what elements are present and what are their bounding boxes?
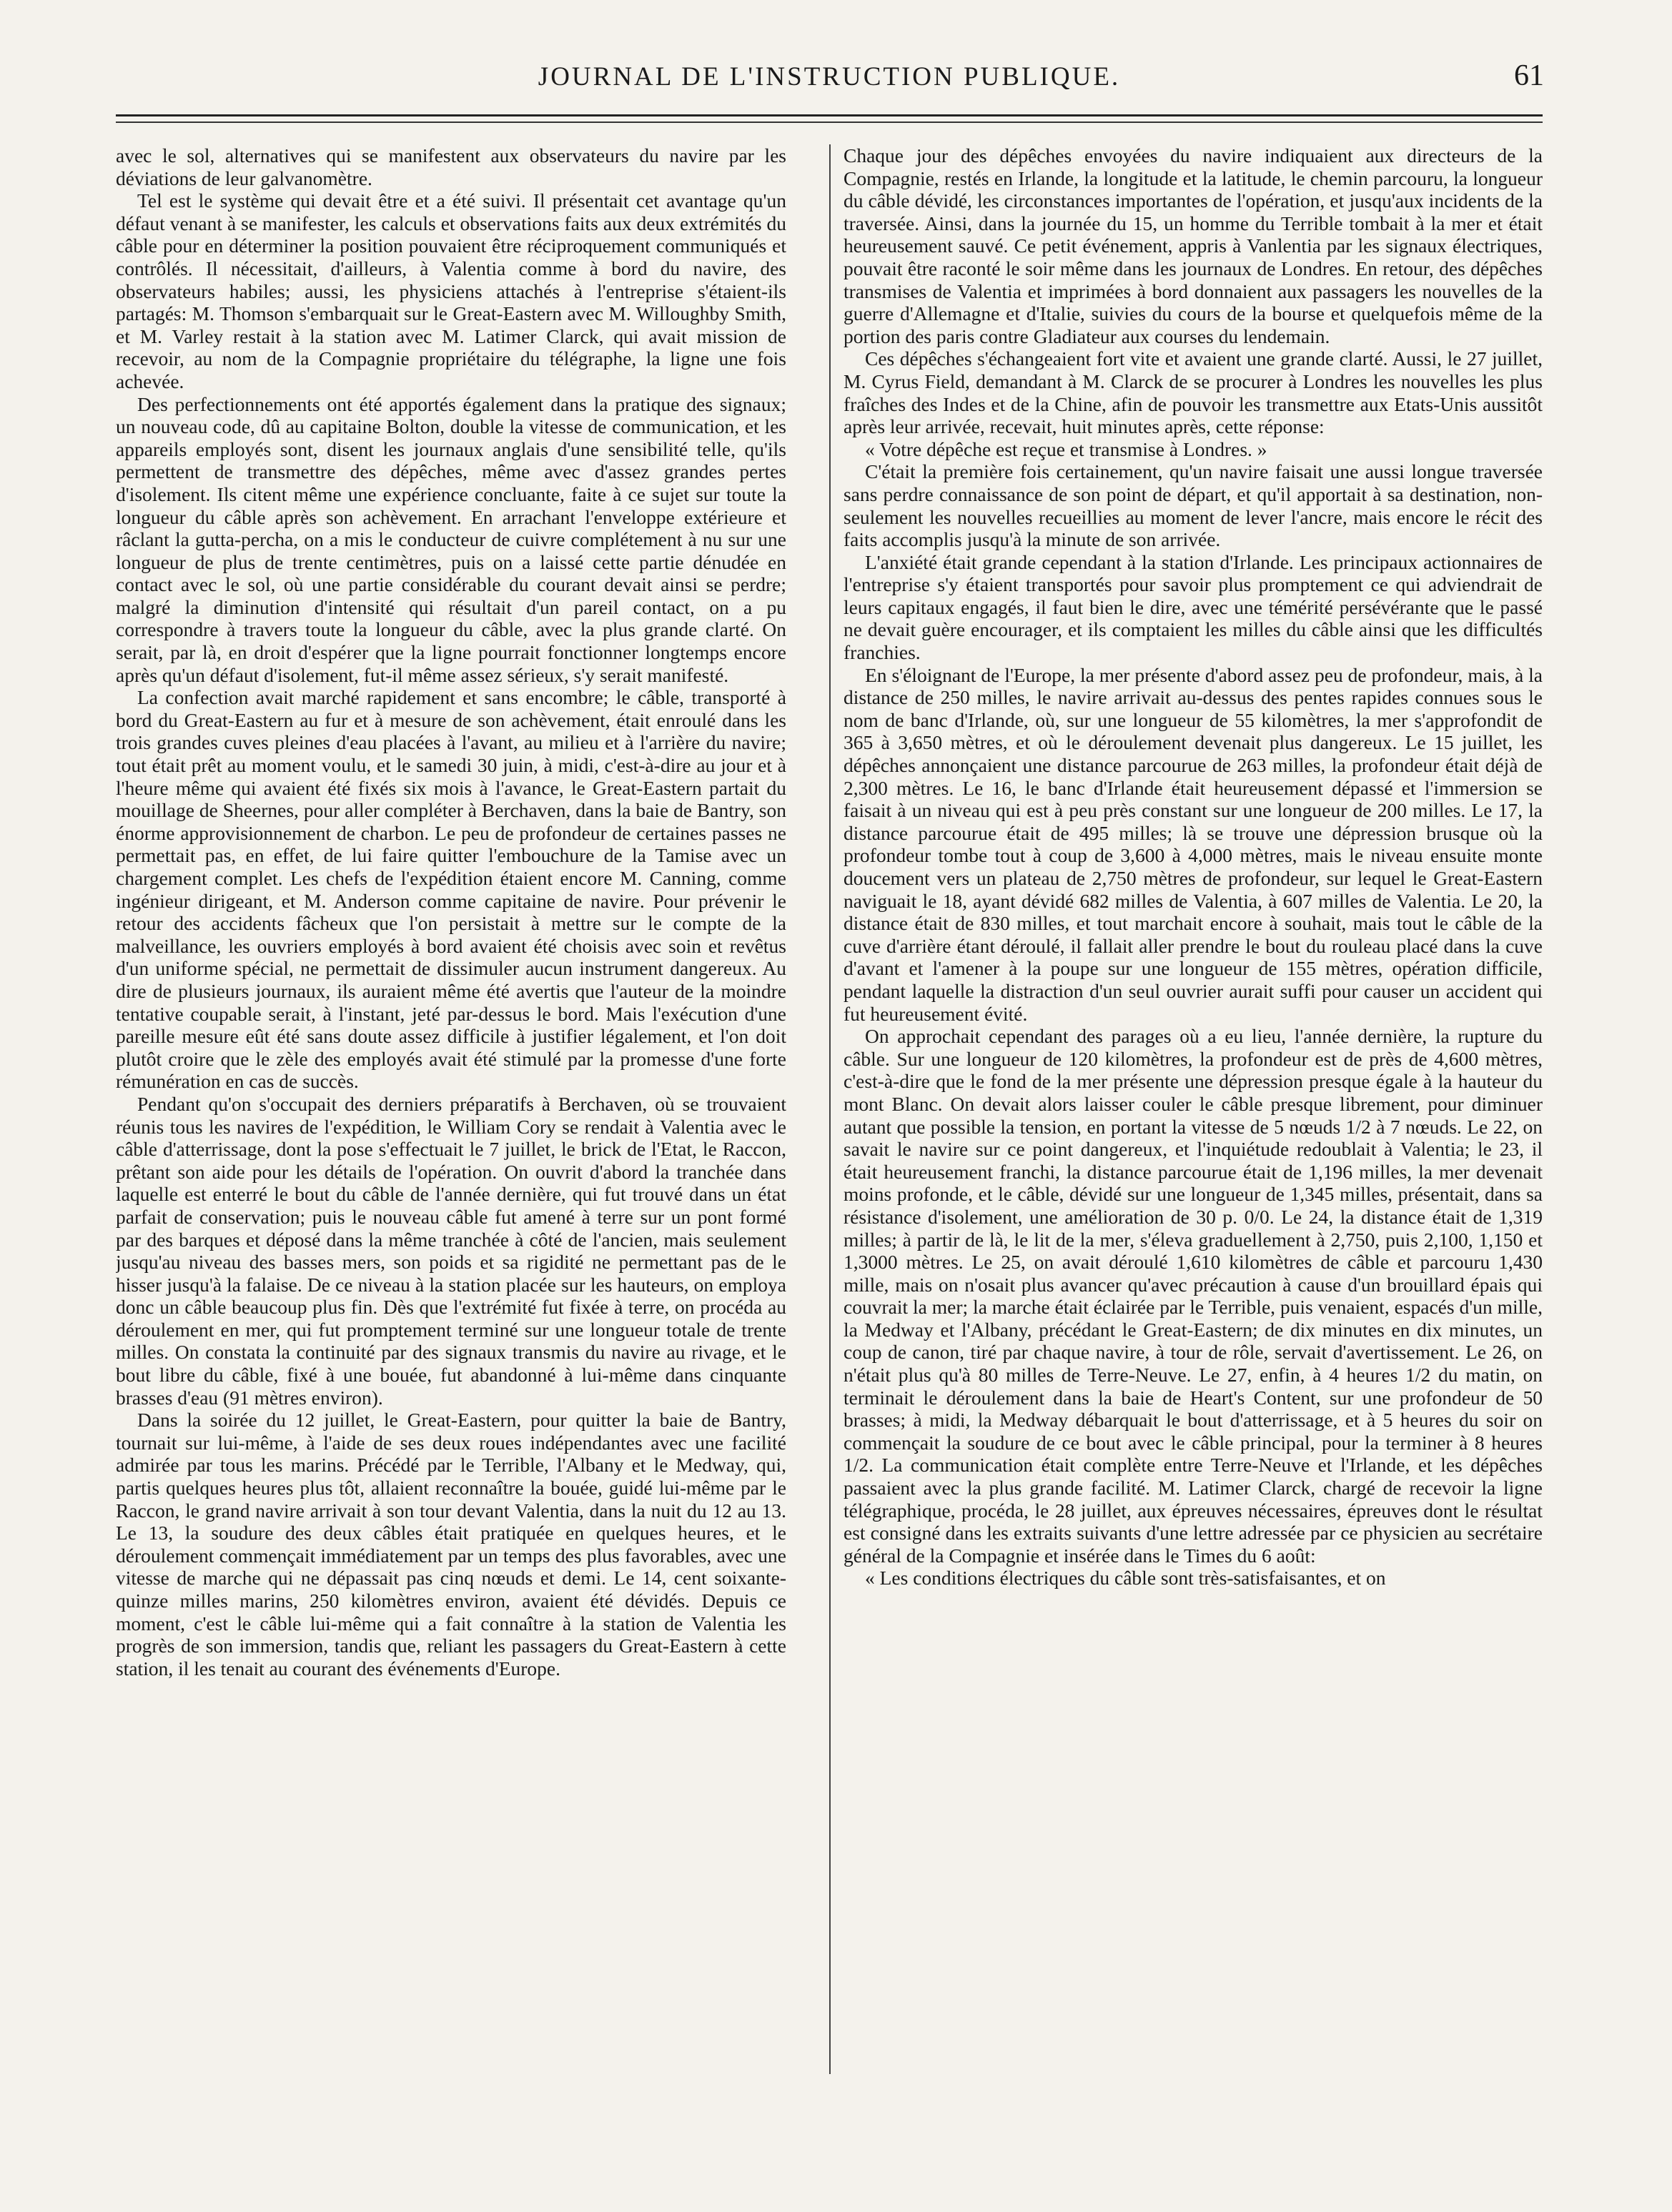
- page-number: 61: [1514, 59, 1544, 92]
- quoted-reply: « Votre dépêche est reçue et transmise à Londres. »: [865, 437, 1267, 460]
- paragraph: Dans la soirée du 12 juillet, le Great-Eastern, pour quitter la baie de Bantry, tournait sur lui-même, à l'aide de ses deux roues indépendantes avec une facilité admirée par tous les marins. Précédé par le Terrible, l'Albany et le Medway, qui, partis quelques heures plus tôt, allaient reconnaître la bouée, guidé lui-même par le Raccon, le grand navire arrivait à son tour devant Valentia, dans la nuit du 12 au 13. Le 13, la soudure des deux câbles était pratiquée en quelques heures, et le déroulement commençait immédiatement par un temps des plus favorables, avec une vitesse de marche qui ne dépassait pas cinq nœuds et demi. Le 14, cent soixante-quinze milles marins, 250 kilomètres environ, avaient été dévidés. Depuis ce moment, c'est le câble lui-même qui a fait connaître à la station de Valentia les progrès de son immersion, tandis que, reliant les passagers du Great-Eastern à cette station, il les tenait au courant des événements d'Europe.: [116, 1409, 786, 1680]
- paragraph: La confection avait marché rapidement et sans encombre; le câble, transporté à bord du Great-Eastern au fur et à mesure de son achèvement, était enroulé dans les trois grandes cuves pleines d'eau placées à l'avant, au milieu et à l'arrière du navire; tout était prêt au moment voulu, et le samedi 30 juin, à midi, c'est-à-dire au jour et à l'heure même qui avaient été fixés six mois à l'avance, le Great-Eastern partait du mouillage de Sheernes, pour aller compléter à Berchaven, dans la baie de Bantry, son énorme approvisionnement de charbon. Le peu de profondeur de certaines passes ne permettait pas, en effet, de lui faire quitter l'embouchure de la Tamise avec un chargement complet. Les chefs de l'expédition étaient encore M. Canning, comme ingénieur dirigeant, et M. Anderson comme capitaine de navire. Pour prévenir le retour des accidents fâcheux que l'on persistait à mettre sur le compte de la malveillance, les ouvriers employés à bord avaient été choisis avec soin et revêtus d'un uniforme spécial, ne permettait de dissimuler aucun instrument dangereux. Au dire de plusieurs journaux, ils auraient même été avertis que l'auteur de la moindre tentative coupable serait, à l'instant, jeté par-dessus le bord. Mais l'exécution d'une pareille mesure eût été sans doute assez difficile à justifier légalement, et l'on doit plutôt croire que le zèle des employés avait été stimulé par la promesse d'une forte rémunération en cas de succès.: [116, 686, 786, 1093]
- paragraph: Pendant qu'on s'occupait des derniers préparatifs à Berchaven, où se trouvaient réunis tous les navires de l'expédition, le William Cory se rendait à Valentia avec le câble d'atterrissage, dont la pose s'effectuait le 7 juillet, le brick de l'Etat, le Raccon, prêtant son aide pour les détails de l'opération. On ouvrit d'abord la tranchée dans laquelle est enterré le bout du câble de l'année dernière, qui fut trouvé dans un état parfait de conservation; puis le nouveau câble fut amené à terre sur un pont formé par des barques et déposé dans la même tranchée à côté de l'ancien, mais seulement jusqu'au niveau des basses mers, son poids et sa rigidité ne permettant pas de le hisser jusqu'à la falaise. De ce niveau à la station placée sur les hauteurs, on employa donc un câble beaucoup plus fin. Dès que l'extrémité fut fixée à terre, on procéda au déroulement en mer, qui fut promptement terminé sur une longueur totale de trente milles. On constata la continuité par des signaux transmis du navire au rivage, et le bout libre du câble, fixé à une bouée, fut abandonné à lui-même dans cinquante brasses d'eau (91 mètres environ).: [116, 1092, 786, 1409]
- left-column: [116, 144, 786, 2074]
- paragraph: On approchait cependant des parages où a eu lieu, l'année dernière, la rupture du câble. Sur une longueur de 120 kilomètres, la profondeur est de près de 4,600 mètres, c'est-à-dire que le fond de la mer présente une dépression presque égale à la hauteur du mont Blanc. On devait alors laisser couler le câble presque librement, pour diminuer autant que possible la tension, en portant la vitesse de 5 nœuds 1/2 à 7 nœuds. Le 22, on savait le navire sur ce point dangereux, et l'inquiétude redoublait à Valentia; le 23, il était heureusement franchi, la distance parcourue était de 1,196 milles, la mer devenait moins profonde, et le câble, dévidé sur une longueur de 1,345 milles, présentait, dans sa résistance d'isolement, une amélioration de 30 p. 0/0. Le 24, la distance était de 1,319 milles; à partir de là, le lit de la mer, s'éleva graduellement à 2,750, puis 2,100, 1,150 et 1,3000 mètres. Le 25, on avait déroulé 1,610 kilomètres de câble et parcouru 1,430 mille, mais on n'osait plus avancer qu'avec précaution à cause d'un brouillard épais qui couvrait la mer; la marche était éclairée par le Terrible, puis venaient, espacés d'un mille, la Medway et l'Albany, précédant le Great-Eastern; de dix minutes en dix minutes, un coup de canon, tiré par chaque navire, à tour de rôle, servait d'avertissement. Le 26, on n'était plus qu'à 80 milles de Terre-Neuve. Le 27, enfin, à 4 heures 1/2 du matin, on terminait le déroulement dans la baie de Heart's Content, sur une profondeur de 50 brasses; à midi, la Medway débarquait le bout d'atterrissage, et à 5 heures du soir on commençait la soudure de ce bout avec le câble principal, pour la terminer à 8 heures 1/2. La communication était complète entre Terre-Neuve et l'Irlande, et les dépêches passaient avec la plus grande facilité. M. Latimer Clarck, chargé de recevoir la ligne télégraphique, procéda, le 28 juillet, aux épreuves nécessaires, épreuves dont le résultat est consigné dans les extraits suivants d'une lettre adressée par ce physicien au secrétaire général de la Compagnie et insérée dans le Times du 6 août:: [844, 1025, 1543, 1567]
- header-rule-thick: [116, 114, 1543, 116]
- column-divider: [829, 144, 831, 2074]
- journal-title: JOURNAL DE L'INSTRUCTION PUBLIQUE.: [538, 62, 1121, 91]
- page-header: [114, 61, 1544, 104]
- paragraph: L'anxiété était grande cependant à la station d'Irlande. Les principaux actionnaires de l'entreprise s'y étaient transportés pour savoir plus promptement ce qui adviendrait de leurs capitaux engagés, il faut bien le dire, avec une témérité persévérante que le passé ne devait guère encourager, et ils comptaient les milles du câble ainsi que les difficultés franchies.: [844, 550, 1543, 664]
- paragraph: Chaque jour des dépêches envoyées du navire indiquaient aux directeurs de la Compagnie, restés en Irlande, la longitude et la latitude, le chemin parcouru, la longueur du câble dévidé, les circonstances importantes de l'opération, et jusqu'aux incidents de la traversée. Ainsi, dans la journée du 15, un homme du Terrible tombait à la mer et était heureusement sauvé. Ce petit événement, appris à Vanlentia par les signaux électriques, pouvait être raconté le soir même dans les journaux de Londres. En retour, des dépêches transmises de Valentia et imprimées à bord donnaient aux passagers les nouvelles de la guerre d'Allemagne et d'Italie, suivies du cours de la bourse et quelquefois même de la portion des paris contre Gladiateur aux courses du lendemain.: [844, 144, 1543, 347]
- right-column: [844, 144, 1543, 2074]
- paragraph: Tel est le système qui devait être et a été suivi. Il présentait cet avantage qu'un défaut venant à se manifester, les calculs et observations faits aux deux extrémités du câble pour en déterminer la position pouvaient être réciproquement communiqués et contrôlés. Il nécessitait, d'ailleurs, à Valentia comme à bord du navire, des observateurs habiles; aussi, les physiciens attachés à l'entreprise s'étaient-ils partagés: M. Thomson s'embarquait sur le Great-Eastern avec M. Willoughby Smith, et M. Varley restait à la station avec M. Latimer Clarck, qui avait mission de recevoir, au nom de la Compagnie propriétaire du télégraphe, la ligne une fois achevée.: [116, 189, 786, 392]
- paragraph: avec le sol, alternatives qui se manifestent aux observateurs du navire par les déviations de leur galvanomètre.: [116, 144, 786, 189]
- paragraph: En s'éloignant de l'Europe, la mer présente d'abord assez peu de profondeur, mais, à la distance de 250 milles, le navire arrivait au-dessus des pentes rapides connues sous le nom de banc d'Irlande, où, sur une longueur de 55 kilomètres, la mer s'approfondit de 365 à 3,650 mètres, et où le déroulement devenait plus dangereux. Le 15 juillet, les dépêches annonçaient une distance parcourue de 263 milles, la profondeur était déjà de 2,300 mètres. Le 16, le banc d'Irlande était heureusement dépassé et l'immersion se faisait à un niveau qui est à peu près constant sur une longueur de 200 milles. Le 17, la distance parcourue était de 495 milles; là se trouve une dépression brusque où la profondeur tombe tout à coup de 3,600 à 4,000 mètres, mais le niveau ensuite monte doucement vers un plateau de 2,750 mètres de profondeur, sur lequel le Great-Eastern naviguait le 18, ayant dévidé 682 milles de Valentia, à 607 milles de Valentia. Le 20, la distance était de 830 milles, et tout marchait encore à souhait, mais tout le câble de la cuve d'arrière étant déroulé, il fallait aller prendre le bout du rouleau placé dans la cuve d'avant et l'amener à la poupe sur une longueur de 155 mètres, opération difficile, pendant laquelle la distraction d'un seul ouvrier aurait suffi pour causer un accident qui fut heureusement évité.: [844, 663, 1543, 1025]
- paragraph: Ces dépêches s'échangeaient fort vite et avaient une grande clarté. Aussi, le 27 juillet, M. Cyrus Field, demandant à M. Clarck de se procurer à Londres les nouvelles les plus fraîches des Indes et de la Chine, afin de pouvoir les transmettre aux Etats-Unis aussitôt après leur arrivée, recevait, huit minutes après, cette réponse:: [844, 347, 1543, 438]
- header-rule-thin: [116, 121, 1543, 123]
- paragraph: « Les conditions électriques du câble sont très-satisfaisantes, et on: [865, 1567, 1386, 1589]
- paragraph: Des perfectionnements ont été apportés également dans la pratique des signaux; un nouveau code, dû au capitaine Bolton, double la vitesse de communication, et les appareils employés sont, disent les journaux anglais d'une sensibilité telle, qu'ils permettent de transmettre des dépêches, même avec d'assez grandes pertes d'isolement. Ils citent même une expérience concluante, faite à ce sujet sur toute la longueur du câble après son achèvement. En arrachant l'enveloppe extérieure et râclant la gutta-percha, on a mis le conducteur de cuivre complétement à nu sur une longueur de plus de trente centimètres, puis on a laissé cette partie dénudée en contact avec le sol, où une partie considérable du courant devait ainsi se perdre; malgré la diminution d'intensité qui résultait d'un pareil contact, on a pu correspondre à travers toute la longueur du câble, avec la plus grande clarté. On serait, par là, en droit d'espérer que la ligne pourrait fonctionner longtemps encore après qu'un défaut d'isolement, fut-il même assez sérieux, s'y serait manifesté.: [116, 392, 786, 686]
- paragraph: C'était la première fois certainement, qu'un navire faisait une aussi longue traversée sans perdre connaissance de son point de départ, et qu'il apportait à sa destination, non-seulement les nouvelles recueillies au moment de lever l'ancre, mais encore le récit des faits accomplis jusqu'à la minute de son arrivée.: [844, 460, 1543, 551]
